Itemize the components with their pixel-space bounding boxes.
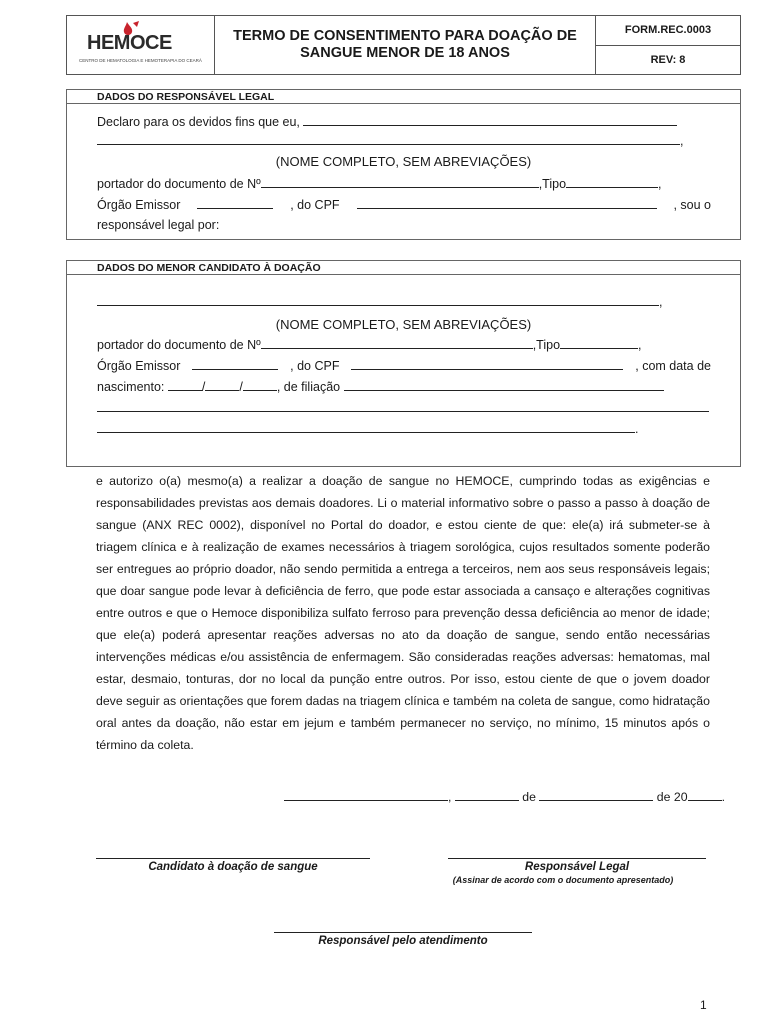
minor-cpf-field[interactable] bbox=[351, 359, 623, 370]
guardian-signature-label: Responsável Legal bbox=[524, 861, 630, 873]
minor-doc-label: portador do documento de Nº bbox=[97, 338, 261, 352]
guardian-name-field-2[interactable] bbox=[97, 134, 680, 145]
guardian-doc-line: portador do documento de Nº ,Tipo , bbox=[97, 177, 662, 191]
guardian-signature-line[interactable] bbox=[448, 858, 706, 859]
consent-text: e autorizo o(a) mesmo(a) a realizar a doação de sangue no HEMOCE, cumprindo todas as exigências e responsabilidades previstas aos demais doadores. Li o material informativo sobre o passo a passo à doação de sangue (ANX REC 0002), disponível no Portal do doador, e estou ciente de que: ele(a) irá submeter-se à triagem clínica e à realização de exames necessários à triagem sorológica, cujos resultados somente poderão ser entregues ao próprio doador, não sendo permitida a entrega a terceiros, nem aos seus responsáveis legais; que doar sangue pode levar à deficiência de ferro, que pode estar associada a cansaço e alterações cognitivas entre outros e que o Hemoce disponibiliza sulfato ferroso para prevenção dessa deficiência ao menor de idade; que ele(a) poderá apresentar reações adversas no ato da doação de sangue, sendo então necessárias intervenções médicas e/ou assistência de enfermagem. São consideradas reações adversas: hematomas, mal estar, desmaio, tonturas, dor no local da punção entre outros. Por isso, estou ciente de que o jovem doador deve seguir as orientações que forem dadas na triagem clínica e também na coleta de sangue, como hidratação oral antes da doação, não estar em jejum e também permanecer no serviço, no mínimo, 15 minutos após o término da coleta. bbox=[96, 474, 710, 752]
minor-name-field[interactable] bbox=[97, 295, 659, 306]
guardian-doc-label: portador do documento de Nº bbox=[97, 177, 261, 191]
attendant-signature-line[interactable] bbox=[274, 932, 532, 933]
form-code: FORM.REC.0003 bbox=[596, 16, 740, 46]
minor-tipo-label: ,Tipo bbox=[532, 338, 561, 352]
minor-orgao-label: Órgão Emissor bbox=[97, 359, 181, 373]
minor-filiacao-label: , de filiação bbox=[276, 380, 341, 394]
guardian-cpf-label: , do CPF bbox=[290, 198, 340, 212]
guardian-cpf-field[interactable] bbox=[357, 198, 657, 209]
minor-section bbox=[66, 260, 741, 467]
minor-orgao-field[interactable] bbox=[192, 359, 278, 370]
guardian-name-field[interactable] bbox=[303, 115, 677, 126]
filiacao-field-3[interactable] bbox=[97, 422, 635, 433]
guardian-sou-label: , sou o bbox=[673, 198, 711, 212]
form-header bbox=[66, 15, 741, 75]
form-meta bbox=[596, 16, 740, 74]
guardian-section bbox=[66, 89, 741, 240]
guardian-tipo-field[interactable] bbox=[566, 177, 658, 188]
candidate-signature-line[interactable] bbox=[96, 858, 370, 859]
logo bbox=[67, 16, 215, 74]
filiacao-field-2[interactable] bbox=[97, 401, 709, 412]
birth-day-field[interactable] bbox=[168, 380, 202, 391]
birth-year-field[interactable] bbox=[243, 380, 277, 391]
city-field[interactable] bbox=[284, 790, 448, 801]
divider bbox=[67, 103, 740, 104]
guardian-orgao-field[interactable] bbox=[197, 198, 273, 209]
guardian-name-line-2: , bbox=[97, 134, 683, 148]
attendant-signature-label: Responsável pelo atendimento bbox=[318, 935, 488, 947]
day-field[interactable] bbox=[455, 790, 519, 801]
date-year-label: de 20 bbox=[656, 790, 688, 804]
guardian-section-title: DADOS DO RESPONSÁVEL LEGAL bbox=[97, 91, 275, 103]
minor-name-label: (NOME COMPLETO, SEM ABREVIAÇÕES) bbox=[275, 317, 532, 332]
guardian-responsavel-por: responsável legal por: bbox=[97, 218, 220, 232]
filiacao-field[interactable] bbox=[344, 380, 664, 391]
guardian-orgao-line bbox=[97, 198, 711, 212]
minor-orgao-line bbox=[97, 359, 711, 373]
guardian-orgao-label: Órgão Emissor bbox=[97, 198, 181, 212]
guardian-declaro-text: Declaro para os devidos fins que eu, bbox=[97, 115, 300, 129]
minor-tipo-field[interactable] bbox=[560, 338, 638, 349]
minor-nascimento-line: nascimento: / / , de filiação bbox=[97, 380, 664, 394]
guardian-declaro-line bbox=[97, 115, 677, 129]
page-number: 1 bbox=[700, 998, 707, 1012]
guardian-signature bbox=[420, 858, 706, 885]
minor-section-title: DADOS DO MENOR CANDIDATO À DOAÇÃO bbox=[97, 262, 321, 274]
minor-nascimento-label: nascimento: bbox=[97, 380, 165, 394]
date-de-label: de bbox=[522, 790, 536, 804]
candidate-signature bbox=[96, 858, 370, 873]
guardian-tipo-label: ,Tipo bbox=[538, 177, 567, 191]
form-revision: REV: 8 bbox=[650, 53, 686, 66]
divider bbox=[67, 274, 740, 275]
date-line: , de de 20 . bbox=[284, 790, 725, 804]
form-title: TERMO DE CONSENTIMENTO PARA DOAÇÃO DE SANGUE MENOR DE 18 ANOS bbox=[215, 16, 596, 74]
year-field[interactable] bbox=[688, 790, 722, 801]
candidate-signature-label: Candidato à doação de sangue bbox=[148, 861, 318, 873]
logo-subtitle: CENTRO DE HEMATOLOGIA E HEMOTERAPIA DO CEARÁ bbox=[79, 58, 202, 63]
guardian-name-label: (NOME COMPLETO, SEM ABREVIAÇÕES) bbox=[275, 154, 532, 169]
month-field[interactable] bbox=[539, 790, 653, 801]
minor-doc-line: portador do documento de Nº ,Tipo , bbox=[97, 338, 642, 352]
logo-text: HEMOCE bbox=[87, 32, 172, 54]
guardian-signature-note: (Assinar de acordo com o documento apresentado) bbox=[452, 875, 674, 885]
minor-data-label: , com data de bbox=[635, 359, 711, 373]
guardian-doc-field[interactable] bbox=[261, 177, 539, 188]
minor-cpf-label: , do CPF bbox=[290, 359, 340, 373]
filiacao-line-3: . bbox=[97, 422, 638, 436]
birth-month-field[interactable] bbox=[205, 380, 239, 391]
attendant-signature bbox=[274, 932, 532, 947]
minor-doc-field[interactable] bbox=[261, 338, 533, 349]
minor-name-line: , bbox=[97, 295, 662, 309]
filiacao-line-2 bbox=[97, 401, 709, 415]
